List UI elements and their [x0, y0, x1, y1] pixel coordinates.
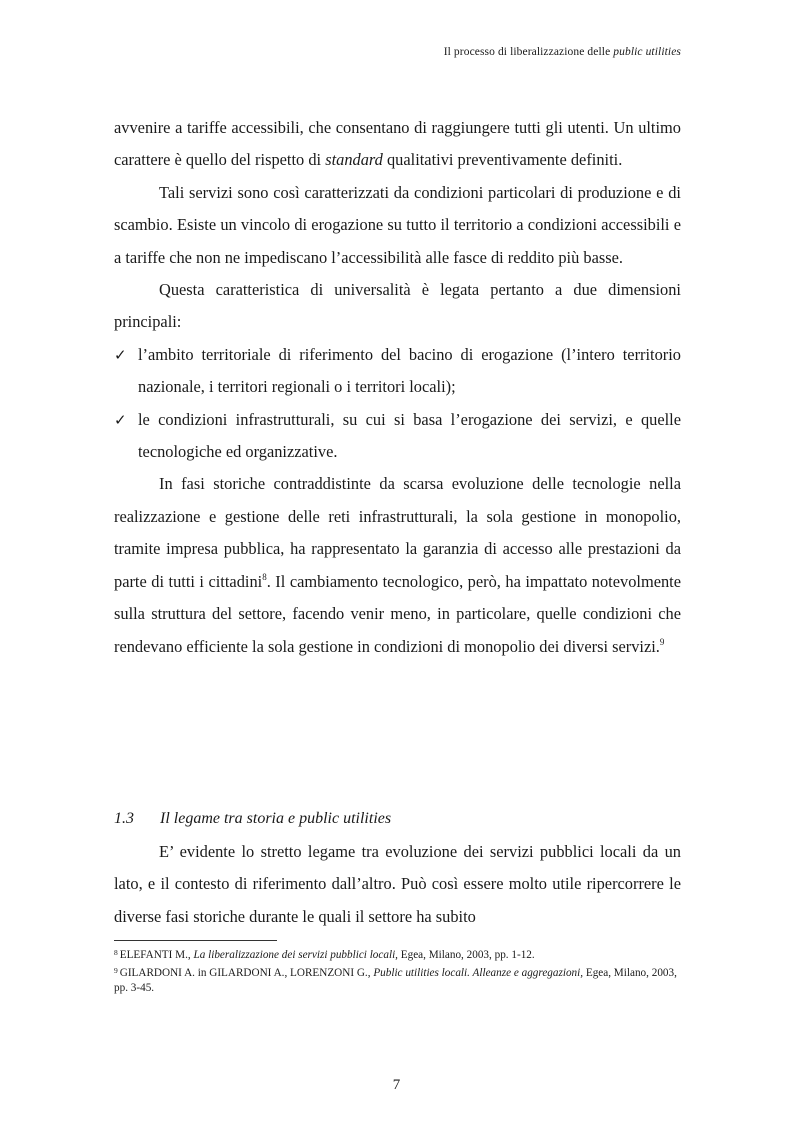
section-title: Il legame tra storia e public utilities [160, 810, 392, 827]
footnote-divider [114, 940, 277, 941]
section-paragraph-1: E’ evidente lo stretto legame tra evoluzione dei servizi pubblici locali da un lato, e il contesto di riferimento dall’altro. Può così essere molto utile ripercorrere le diverse fasi storiche durante le quali il settore ha subito [114, 842, 681, 926]
bullet-item-1 [114, 339, 681, 404]
paragraph-1-emphasis: standard [325, 150, 383, 170]
footnote-ref-8[interactable]: 8 [262, 571, 267, 582]
bullet-list [114, 339, 681, 469]
footnote-8-title: La liberalizzazione dei servizi pubblici locali, [193, 949, 398, 961]
paragraph-4 [114, 468, 681, 662]
check-icon: ✓ [114, 410, 127, 429]
running-header-italic: public utilities [613, 46, 681, 58]
footnote-9-text-a: GILARDONI A. in GILARDONI A., LORENZONI G., [119, 967, 371, 979]
main-text [114, 112, 681, 663]
bullet-item-2-text: le condizioni infrastrutturali, su cui si basa l’erogazione dei servizi, e quelle tecnologiche ed organizzative. [138, 409, 681, 462]
paragraph-1-text-a: avvenire a tariffe accessibili, che consentano di raggiungere tutti gli utenti. Un ultimo carattere è quello del rispetto di [114, 118, 681, 170]
footnote-8-mark: 8 [114, 948, 118, 957]
paragraph-1-text-b: qualitativi preventivamente definiti. [386, 150, 623, 170]
paragraph-2: Tali servizi sono così caratterizzati da condizioni particolari di produzione e di scambio. Esiste un vincolo di erogazione su tutto il territorio a condizioni accessibili e a tariffe che non ne impediscano l’accessibilità alle fasce di reddito più basse. [114, 182, 681, 267]
section-text [114, 836, 681, 933]
paragraph-1 [114, 112, 681, 177]
footnotes [114, 945, 681, 996]
paragraph-4-text-a: In fasi storiche contraddistinte da scarsa evoluzione delle tecnologie nella realizzazione e gestione delle reti infrastrutturali, la sola gestione in monopolio, tramite impresa pubblica, ha rappresentato la garanzia di accesso alle prestazioni da parte di tutti i cittadini [114, 474, 681, 591]
paragraph-3: Questa caratteristica di universalità è legata pertanto a due dimensioni principali: [114, 280, 681, 332]
footnote-8 [114, 945, 681, 963]
footnote-8-text-a: ELEFANTI M., [119, 949, 191, 961]
footnote-9-title: Public utilities locali. Alleanze e aggregazioni, [373, 967, 584, 979]
footnote-ref-9[interactable]: 9 [659, 636, 665, 647]
footnote-8-text-b: Egea, Milano, 2003, pp. 1-12. [400, 949, 535, 961]
footnote-9-mark: 9 [114, 966, 118, 975]
section-number: 1.3 [114, 810, 134, 827]
running-header [444, 46, 681, 58]
check-icon: ✓ [114, 345, 127, 364]
footnote-9-text-b: Egea, Milano, 2003, pp. 3-45. [114, 967, 677, 994]
bullet-item-2 [114, 404, 681, 469]
page-number: 7 [392, 1077, 401, 1093]
paragraph-4-text-b: . Il cambiamento tecnologico, però, ha impattato notevolmente sulla struttura del settore, facendo venir meno, in particolare, quelle condizioni che rendevano efficiente la sola gestione in condizioni di monopolio dei diversi servizi. [114, 571, 681, 656]
running-header-text: Il processo di liberalizzazione delle [443, 46, 611, 58]
footnote-9 [114, 963, 681, 996]
section-heading [114, 806, 391, 832]
bullet-item-1-text: l’ambito territoriale di riferimento del bacino di erogazione (l’intero territorio nazionale, i territori regionali o i territori locali); [138, 344, 681, 397]
